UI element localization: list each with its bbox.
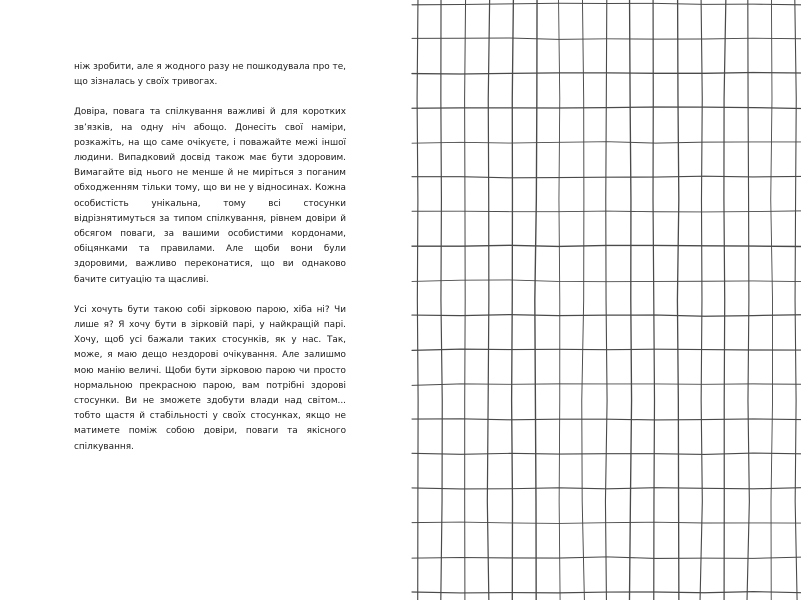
paragraph-2: Довіра, повага та спілкування важливі й для коротких зв’язків, на одну ніч абощо. Донесіть свої наміри, розкажіть, на що саме очікуєте, і поважайте межі іншої людини. Випадковий досвід також має бути здоровим. Вимагайте від нього не менше й не миріться з поганим обходженням тільки тому, що ви не у відносинах. Кожна особистість унікальна, тому всі стосунки відрізнятимуться за типом спілкування, рівнем довіри й обсягом поваги, за вашими особистими кордонами, обіцянками та правилами. Але щоби вони були здоровими, важливо переконатися, що ви однаково бачите ситуацію та щасливі.	[74, 107, 346, 285]
grid-vertical-lines	[417, 0, 797, 600]
grid-vertical-line	[465, 0, 466, 600]
grid-horizontal-line	[412, 211, 801, 212]
grid-horizontal-line	[412, 522, 801, 523]
grid-vertical-line	[535, 0, 537, 600]
grid-vertical-line	[795, 0, 797, 600]
grid-vertical-line	[582, 0, 585, 600]
grid-horizontal-line	[412, 176, 801, 178]
grid-vertical-line	[559, 0, 561, 600]
grid-vertical-line	[771, 0, 773, 600]
left-page	[0, 0, 400, 600]
grid-vertical-line	[605, 0, 607, 600]
paragraph-1: ніж зробити, але я жодного разу не пошкодувала про те, що зізналась у своїх тривогах.	[74, 62, 346, 88]
grid-vertical-line	[512, 0, 514, 600]
grid-horizontal-line	[412, 488, 801, 489]
grid-vertical-line	[629, 0, 631, 600]
right-page	[400, 0, 801, 600]
body-text	[74, 60, 346, 455]
grid-vertical-line	[487, 0, 489, 600]
grid-vertical-line	[653, 0, 654, 600]
grid-vertical-line	[724, 0, 726, 600]
grid-horizontal-line	[412, 419, 801, 420]
grid-vertical-line	[441, 0, 442, 600]
grid-horizontal-line	[412, 349, 801, 350]
grid-vertical-line	[677, 0, 678, 600]
grid-horizontal-line	[412, 245, 801, 246]
grid-vertical-line	[417, 0, 418, 600]
grid-vertical-line	[700, 0, 702, 600]
paragraph-3: Усі хочуть бути такою собі зірковою парою, хіба ні? Чи лише я? Я хочу бути в зірковій парі, у найкращій парі. Хочу, щоб усі бажали таких стосунків, як у нас. Так, може, я маю дещо нездорові очікування. Але залишмо мою манію величі. Щоби бути зірковою парою чи просто нормальною прекрасною парою, вам потрібні здорові стосунки. Ви не зможете здобути влади над світом... тобто щастя й стабільності у своїх стосунках, якщо не матимете поміж собою довіри, поваги та якісного спілкування.	[74, 304, 346, 452]
grid-vertical-line	[747, 0, 749, 600]
hand-drawn-grid	[400, 0, 801, 600]
